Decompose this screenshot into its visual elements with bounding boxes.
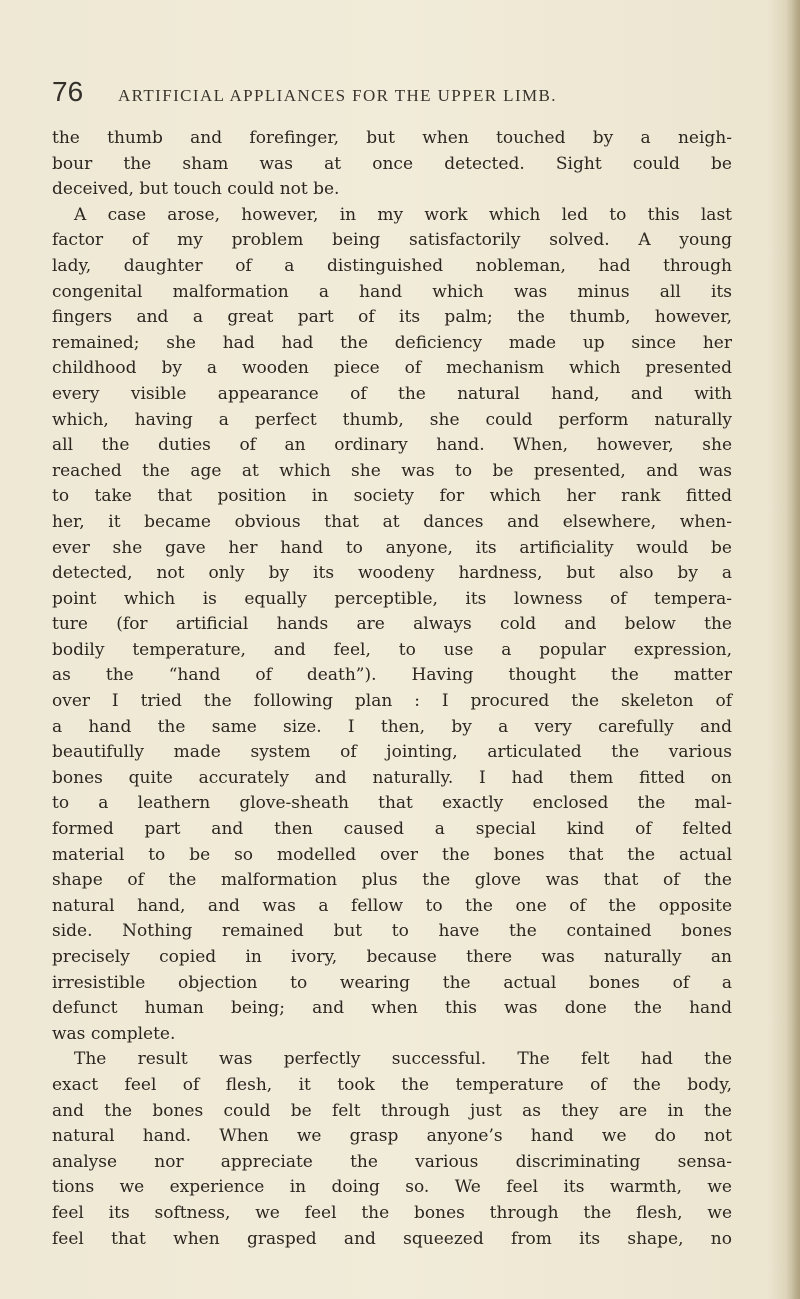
text-line: congenital malformation a hand which was minus all its <box>52 281 732 302</box>
text-line: defunct human being; and when this was done the hand <box>52 998 732 1019</box>
text-line: A case arose, however, in my work which led to this last <box>74 204 732 225</box>
text-line: irresistible objection to wearing the actual bones of a <box>52 972 732 993</box>
text-line: every visible appearance of the natural hand, and with <box>52 383 732 404</box>
running-head <box>52 76 732 120</box>
text-line: ever she gave her hand to anyone, its artificiality would be <box>52 537 732 558</box>
text-line: bones quite accurately and naturally. I had them fitted on <box>52 767 732 788</box>
text-line: remained; she had had the deficiency made up since her <box>52 332 732 353</box>
text-line: natural hand. When we grasp anyone’s hand we do not <box>52 1126 732 1147</box>
page-edge-shadow <box>786 0 800 1299</box>
text-line: side. Nothing remained but to have the contained bones <box>52 921 732 942</box>
page-number: 76 <box>52 76 84 107</box>
text-line: and the bones could be felt through just as they are in the <box>52 1100 732 1121</box>
text-line: tions we experience in doing so. We feel its warmth, we <box>52 1177 732 1198</box>
text-line: bodily temperature, and feel, to use a popular expression, <box>52 639 732 660</box>
text-line: over I tried the following plan : I procured the skeleton of <box>52 691 732 712</box>
text-line: all the duties of an ordinary hand. When, however, she <box>52 435 732 456</box>
text-line: factor of my problem being satisfactorily solved. A young <box>52 230 732 251</box>
text-line: which, having a perfect thumb, she could perform naturally <box>52 409 732 430</box>
text-line: beautifully made system of jointing, articulated the various <box>52 742 732 763</box>
text-line: as the “hand of death”). Having thought the matter <box>52 665 732 686</box>
text-line: formed part and then caused a special kind of felted <box>52 819 732 840</box>
text-line: natural hand, and was a fellow to the one of the opposite <box>52 895 732 916</box>
text-line: reached the age at which she was to be presented, and was <box>52 460 732 481</box>
body-text <box>52 126 732 1252</box>
text-line: ture (for artificial hands are always cold and below the <box>52 614 732 635</box>
text-line: was complete. <box>52 1023 176 1044</box>
book-page <box>52 76 732 1252</box>
text-line: childhood by a wooden piece of mechanism which presented <box>52 358 732 379</box>
text-line: fingers and a great part of its palm; the thumb, however, <box>52 307 732 328</box>
text-line: feel that when grasped and squeezed from its shape, no <box>52 1228 732 1249</box>
text-line: precisely copied in ivory, because there was naturally an <box>52 947 732 967</box>
text-line: shape of the malformation plus the glove was that of the <box>52 870 732 891</box>
text-line: her, it became obvious that at dances and elsewhere, when- <box>52 511 732 532</box>
text-line: The result was perfectly successful. The felt had the <box>74 1049 732 1070</box>
running-title: ARTIFICIAL APPLIANCES FOR THE UPPER LIMB. <box>118 86 557 105</box>
text-line: analyse nor appreciate the various discriminating sensa- <box>52 1151 732 1172</box>
text-line: point which is equally perceptible, its lowness of tempera- <box>52 588 732 609</box>
text-line: lady, daughter of a distinguished nobleman, had through <box>52 255 732 276</box>
text-line: feel its softness, we feel the bones through the flesh, we <box>52 1202 732 1223</box>
text-line: the thumb and forefinger, but when touched by a neigh- <box>52 128 732 148</box>
text-line: material to be so modelled over the bones that the actual <box>52 844 732 865</box>
text-line: deceived, but touch could not be. <box>52 179 340 200</box>
text-line: to take that position in society for which her rank fitted <box>52 486 732 507</box>
text-line: a hand the same size. I then, by a very carefully and <box>52 716 732 737</box>
text-line: bour the sham was at once detected. Sight could be <box>52 153 732 174</box>
text-line: detected, not only by its woodeny hardness, but also by a <box>52 563 732 584</box>
text-line: to a leathern glove-sheath that exactly enclosed the mal- <box>52 793 732 814</box>
text-line: exact feel of flesh, it took the temperature of the body, <box>52 1074 732 1095</box>
